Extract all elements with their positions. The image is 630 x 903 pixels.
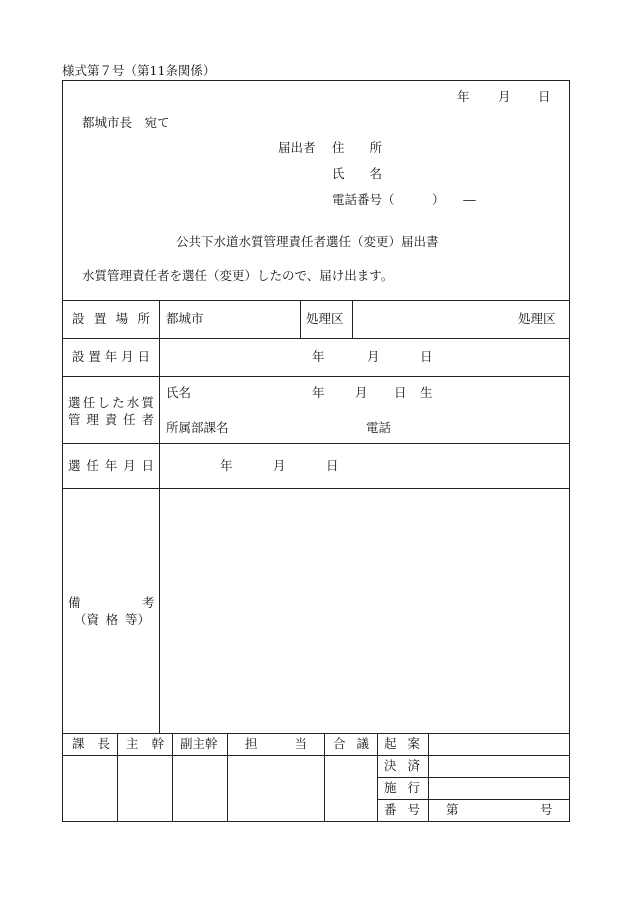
divider-remarks	[62, 733, 570, 734]
number-go: 号	[540, 802, 553, 817]
appoint-date-label: 選 任 年 月 日	[68, 458, 154, 473]
approval-kacho: 課 長	[72, 736, 110, 751]
birth-suffix: 生	[420, 385, 433, 400]
approval-gogi: 合 議	[333, 736, 369, 751]
approval-fuku: 副主幹	[180, 736, 218, 751]
approval-shukan: 主 幹	[126, 736, 164, 751]
manager-label-line1: 選 任 し た 水 質	[68, 395, 154, 410]
divider-appoint-date	[62, 488, 570, 489]
address-label: 住 所	[332, 140, 383, 155]
birth-day: 日	[394, 385, 407, 400]
appoint-month: 月	[273, 458, 286, 473]
form-frame	[62, 80, 570, 822]
remarks-label-left: 備	[68, 595, 81, 610]
divider-header	[62, 300, 570, 301]
remarks-sub: （資 格 等）	[74, 612, 150, 627]
appoint-year: 年	[220, 458, 233, 473]
phone-label: 電話番号（ ） ―	[332, 192, 476, 207]
addressee: 都城市長 宛て	[82, 115, 170, 130]
divider-kessai	[377, 777, 570, 778]
dept-label: 所属部課名	[166, 420, 229, 435]
approval-divider-5	[377, 733, 378, 822]
divider-install-date	[62, 376, 570, 377]
label-column-divider	[159, 300, 160, 733]
manager-phone-label: 電話	[366, 420, 392, 435]
location-city: 都城市	[166, 311, 204, 326]
approval-tanto: 担 当	[245, 736, 307, 751]
applicant-label: 届出者	[278, 140, 316, 155]
form-label: 様式第７号（第11条関係）	[62, 63, 216, 78]
divider-location	[62, 338, 570, 339]
approval-divider-2	[172, 733, 173, 822]
district-label: 処理区	[306, 311, 344, 326]
location-divider-1	[300, 300, 301, 338]
approval-divider-1	[117, 733, 118, 822]
statement: 水質管理責任者を選任（変更）したので、届け出ます。	[82, 268, 394, 283]
number-dai: 第	[446, 802, 459, 817]
approval-divider-4	[324, 733, 325, 822]
divider-approval-header	[62, 755, 570, 756]
location-label: 設 置 場 所	[72, 311, 150, 326]
approval-divider-6	[428, 733, 429, 822]
birth-month: 月	[355, 385, 368, 400]
install-month: 月	[367, 349, 380, 364]
approval-bango: 番 号	[384, 802, 420, 817]
approval-kian: 起 案	[384, 736, 420, 751]
header-date-year: 年	[457, 89, 470, 104]
document-title: 公共下水道水質管理責任者選任（変更）届出書	[176, 234, 439, 249]
appoint-day: 日	[326, 458, 339, 473]
remarks-label-right: 考	[142, 595, 155, 610]
install-date-label: 設 置 年 月 日	[72, 349, 150, 364]
header-date-day: 日	[538, 89, 551, 104]
birth-year: 年	[312, 385, 325, 400]
district-suffix: 処理区	[518, 311, 556, 326]
approval-divider-3	[227, 733, 228, 822]
divider-manager	[62, 443, 570, 444]
location-divider-2	[352, 300, 353, 338]
divider-shiko	[377, 799, 570, 800]
install-day: 日	[420, 349, 433, 364]
manager-name-label: 氏名	[166, 385, 192, 400]
manager-label-line2: 管 理 責 任 者	[68, 412, 154, 427]
install-year: 年	[312, 349, 325, 364]
name-label: 氏 名	[332, 166, 383, 181]
header-date-month: 月	[498, 89, 511, 104]
approval-shiko: 施 行	[384, 780, 420, 795]
approval-kessai: 決 済	[384, 758, 420, 773]
